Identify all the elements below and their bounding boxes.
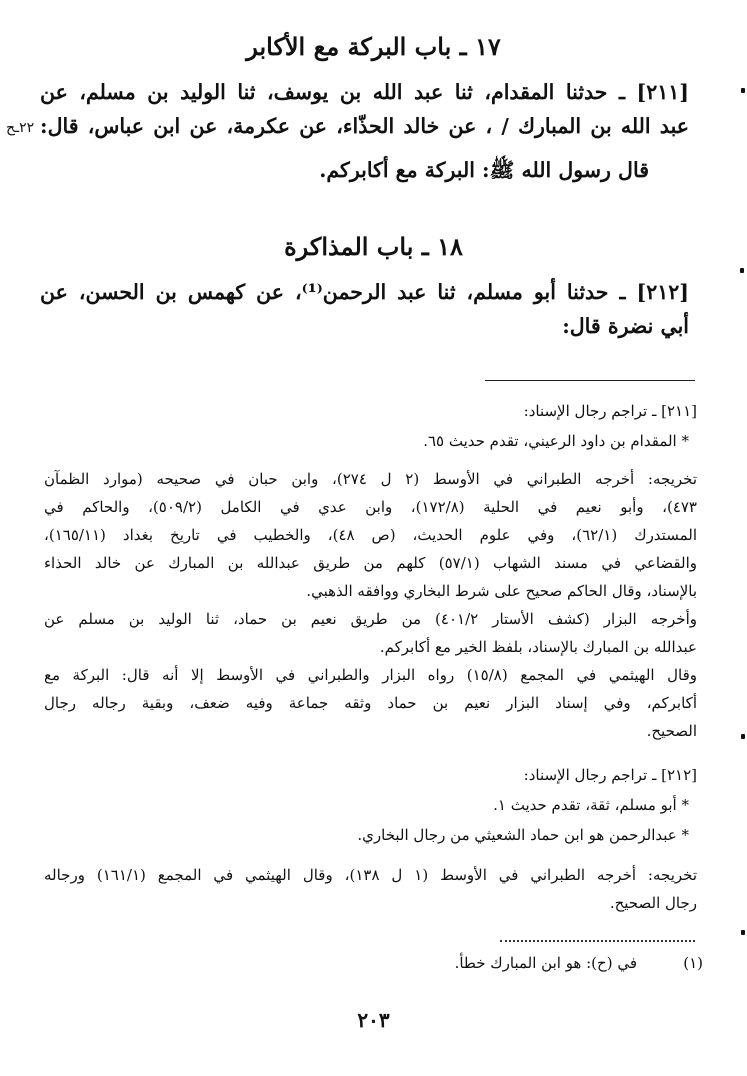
note-211-takhrij-line: أكابركم، وفي إسناد البزار نعيم بن حماد وثقه جماعة وفيه ضعف، وبقية رجاله رجال — [44, 694, 697, 712]
note-211-takhrij-line: عبدالله بن المبارك بالإسناد، بلفظ الخير مع أكابركم. — [379, 638, 697, 656]
page-number: ٢٠٣ — [357, 1008, 390, 1032]
scan-edge-mark — [740, 268, 744, 273]
note-211-header: [٢١١] ـ تراجم رجال الإسناد: — [523, 402, 697, 420]
note-212-bullet: * عبدالرحمن هو ابن حماد الشعيثي من رجال البخاري. — [357, 826, 689, 844]
margin-note: ٢٢ـح — [6, 120, 35, 136]
footnote-separator — [485, 380, 695, 381]
note-212-header: [٢١٢] ـ تراجم رجال الإسناد: — [523, 766, 697, 784]
note-211-takhrij-line: والقضاعي في مسند الشهاب (٥٧/١) كلهم من طريق عبدالله بن المبارك عن خالد الحذاء — [44, 554, 697, 572]
note-211-takhrij-line: الصحيح. — [646, 722, 697, 740]
scan-edge-mark — [741, 930, 745, 935]
note-211-takhrij-line: المستدرك (٦٢/١)، وفي علوم الحديث، (ص ٤٨)، والخطيب في تاريخ بغداد (١٦٥/١١)، — [44, 526, 698, 544]
note-211-takhrij-line: بالإسناد، وقال الحاكم صحيح على شرط البخاري ووافقه الذهبي. — [306, 582, 697, 600]
note-212-takhrij-line: رجال الصحيح. — [609, 894, 697, 912]
note-211-takhrij-line: تخريجه: أخرجه الطبراني في الأوسط (٢ ل ٢٧٤)، وابن حبان في صحيحه (موارد الظمآن — [44, 470, 698, 488]
note-211-takhrij-line: وقال الهيثمي في المجمع (١٥/٨) رواه البزار والطبراني في الأوسط إلا أنه قال: البركة مع — [44, 666, 698, 684]
scan-edge-mark — [741, 734, 745, 739]
scan-edge-mark — [741, 88, 745, 93]
hadith-212-line-1: [٢١٢] ـ حدثنا أبو مسلم، ثنا عبد الرحمن⁽¹⁾، عن كهمس بن الحسن، عن — [40, 280, 689, 304]
hadith-211-line-3: قال رسول الله ﷺ: البركة مع أكابركم. — [319, 158, 649, 182]
note-211-bullet: * المقدام بن داود الرعيني، تقدم حديث ٦٥. — [423, 432, 689, 450]
hadith-211-line-2: عبد الله بن المبارك / ، عن خالد الحذّاء، عن عكرمة، عن ابن عباس، قال: — [40, 114, 689, 138]
footnote-number: (١) — [683, 954, 703, 972]
hadith-211-line-1: [٢١١] ـ حدثنا المقدام، ثنا عبد الله بن يوسف، ثنا الوليد بن مسلم، عن — [40, 80, 689, 104]
chapter-18-heading: ١٨ ـ باب المذاكرة — [284, 232, 463, 261]
note-211-takhrij-line: ٤٧٣)، وأبو نعيم في الحلية (١٧٢/٨)، وابن عدي في الكامل (٥٠٩/٢)، والحاكم في — [44, 498, 697, 516]
note-211-takhrij-line: وأخرجه البزار (كشف الأستار ٤٠١/٢) من طريق نعيم بن حماد، ثنا الوليد بن مسلم عن — [44, 610, 697, 628]
chapter-17-heading: ١٧ ـ باب البركة مع الأكابر — [246, 32, 501, 61]
note-212-bullet: * أبو مسلم، ثقة، تقدم حديث ١. — [493, 796, 689, 814]
footnote-dotted-separator — [500, 940, 695, 942]
note-212-takhrij-line: تخريجه: أخرجه الطبراني في الأوسط (١ ل ١٣٨)، وقال الهيثمي في المجمع (١٦١/١) ورجاله — [44, 866, 698, 884]
hadith-212-line-2: أبي نضرة قال: — [562, 314, 689, 338]
footnote-text: في (ح): هو ابن المبارك خطأ. — [454, 954, 637, 972]
